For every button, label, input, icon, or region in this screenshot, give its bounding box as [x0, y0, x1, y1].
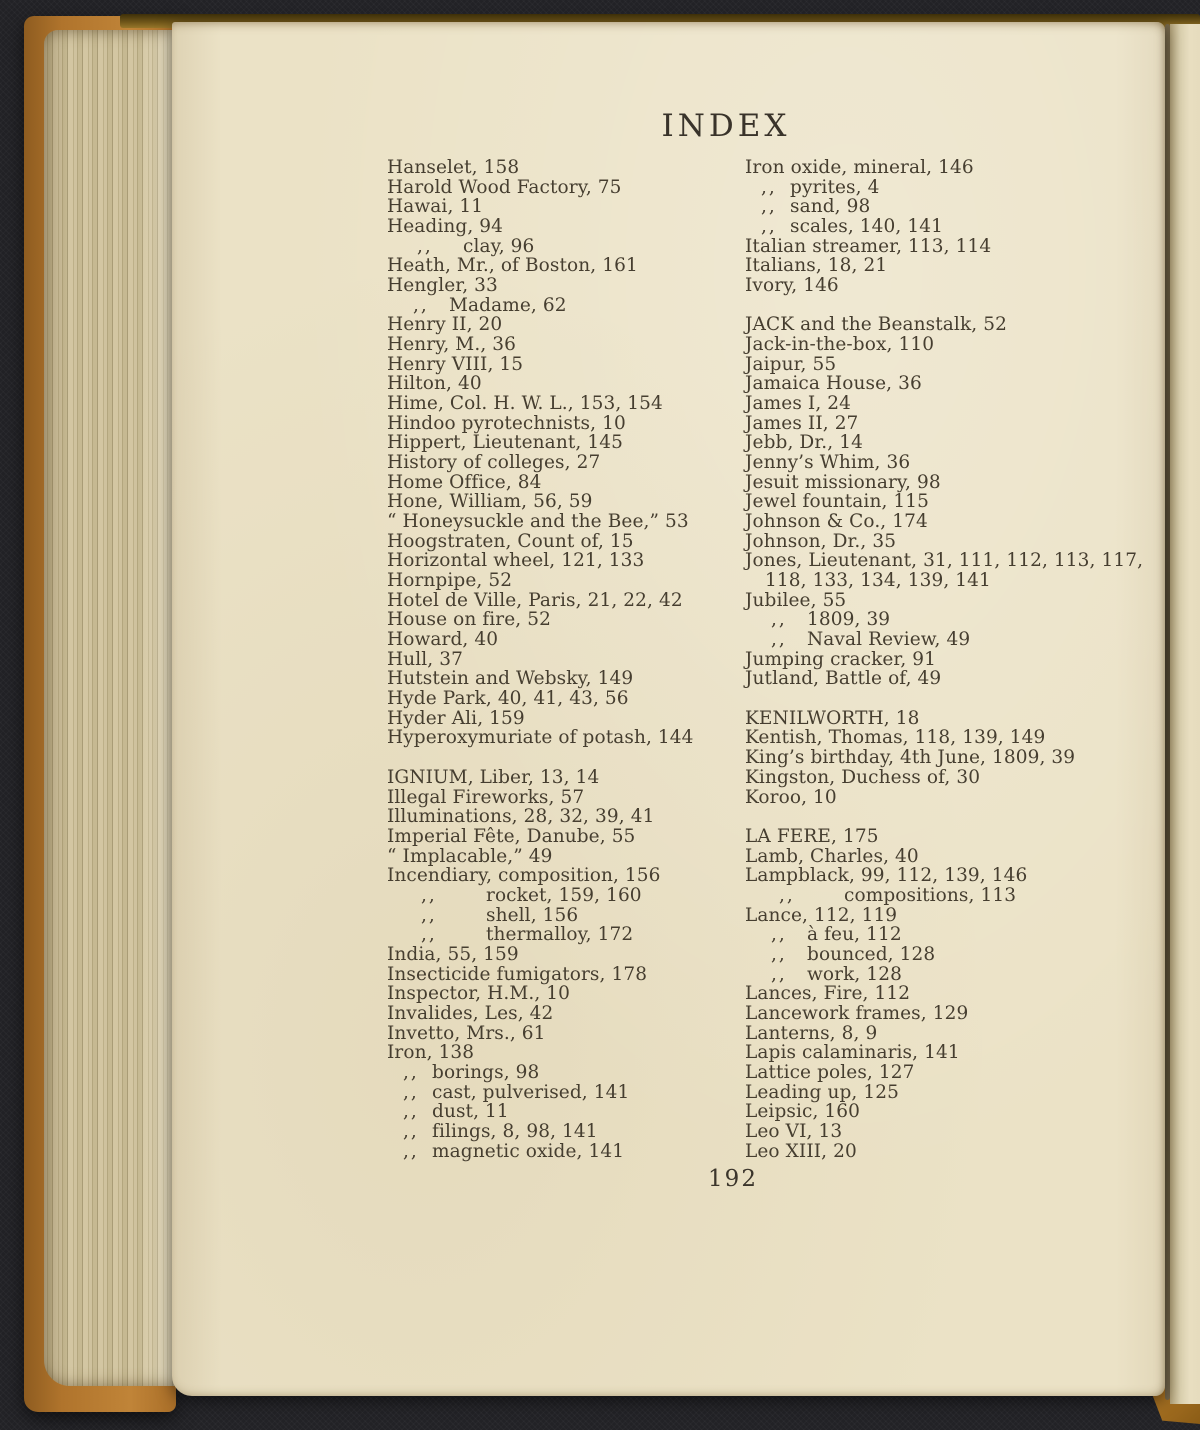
index-entry-text: Lances, Fire, 112: [745, 983, 911, 1005]
index-entry: [387, 1024, 737, 1044]
index-entry-text: Hengler, 33: [387, 275, 498, 297]
index-entry: [745, 237, 1165, 257]
index-entry: [745, 433, 1165, 453]
index-entry: [387, 296, 737, 316]
index-entry: [387, 551, 737, 571]
index-entry: [745, 1142, 1165, 1162]
index-entry-text: KENILWORTH, 18: [745, 707, 920, 729]
index-entry: [745, 610, 1165, 630]
index-entry-text: Illuminations, 28, 32, 39, 41: [387, 806, 655, 828]
index-entry: [387, 1043, 737, 1063]
book-page: [172, 22, 1165, 1396]
index-entry: [387, 433, 737, 453]
index-entry-text: borings, 98: [432, 1061, 540, 1083]
index-entry-text: dust, 11: [432, 1101, 509, 1123]
ditto-mark: ,,: [421, 904, 437, 926]
index-entry-text: Invetto, Mrs., 61: [387, 1022, 546, 1044]
index-entry: [387, 217, 737, 237]
ditto-mark: ,,: [761, 196, 777, 218]
index-entry: [745, 709, 1165, 729]
index-entry-text: Hyde Park, 40, 41, 43, 56: [387, 688, 629, 710]
index-entry: [745, 945, 1165, 965]
ditto-mark: ,,: [421, 884, 437, 906]
index-entry: [745, 335, 1165, 355]
index-entry-text: thermalloy, 172: [486, 924, 634, 946]
ditto-mark: ,,: [761, 176, 777, 198]
index-entry: [387, 355, 737, 375]
index-entry-text: Invalides, Les, 42: [387, 1002, 554, 1024]
index-entry: [387, 158, 737, 178]
ditto-mark: ,,: [413, 294, 429, 316]
index-entry-text: pyrites, 4: [790, 176, 880, 198]
index-entry-text: Hilton, 40: [387, 373, 482, 395]
index-entry: [745, 906, 1165, 926]
index-entry: [745, 551, 1165, 571]
index-entry-text: Hull, 37: [387, 648, 463, 670]
index-entry: [745, 965, 1165, 985]
index-entry-text: Koroo, 10: [745, 786, 837, 808]
index-entry-text: Madame, 62: [449, 294, 567, 316]
index-entry-text: Hotel de Ville, Paris, 21, 22, 42: [387, 589, 683, 611]
page-title: INDEX: [661, 108, 791, 144]
index-entry-text: James II, 27: [745, 412, 859, 434]
index-entry-text: House on fire, 52: [387, 609, 551, 631]
index-entry: [745, 158, 1165, 178]
index-entry: [745, 984, 1165, 1004]
index-entry-text: Lanterns, 8, 9: [745, 1022, 878, 1044]
index-entry: [387, 473, 737, 493]
index-entry: [387, 532, 737, 552]
index-entry-text: Lamb, Charles, 40: [745, 845, 919, 867]
index-entry: [745, 847, 1165, 867]
index-entry: [387, 237, 737, 257]
ditto-mark: ,,: [417, 235, 433, 257]
index-entry-text: Harold Wood Factory, 75: [387, 176, 622, 198]
index-entry-text: work, 128: [807, 963, 902, 985]
index-entry: [387, 178, 737, 198]
index-entry-text: James I, 24: [745, 393, 852, 415]
ditto-mark: ,,: [403, 1140, 419, 1162]
index-entry-text: Inspector, H.M., 10: [387, 983, 571, 1005]
ditto-mark: ,,: [771, 629, 787, 651]
index-entry: [745, 768, 1165, 788]
index-entry-text: Henry II, 20: [387, 314, 503, 336]
ditto-mark: ,,: [403, 1120, 419, 1142]
index-entry: [745, 374, 1165, 394]
ditto-mark: ,,: [403, 1101, 419, 1123]
index-entry-text: Incendiary, composition, 156: [387, 865, 661, 887]
index-entry: [745, 1083, 1165, 1103]
index-entry-text: à feu, 112: [807, 924, 902, 946]
index-entry-text: Horizontal wheel, 121, 133: [387, 550, 645, 572]
index-entry: [387, 827, 737, 847]
index-entry: [745, 748, 1165, 768]
index-column-right: [745, 158, 1165, 1161]
index-entry: [387, 866, 737, 886]
index-entry: [387, 788, 737, 808]
index-entry-text: Jenny’s Whim, 36: [745, 452, 911, 474]
index-entry: [387, 689, 737, 709]
index-entry-text: Henry, M., 36: [387, 334, 517, 356]
index-entry-text: Heath, Mr., of Boston, 161: [387, 255, 638, 277]
index-entry-text: Johnson, Dr., 35: [745, 530, 897, 552]
index-entry: [745, 394, 1165, 414]
index-entry-text: IGNIUM, Liber, 13, 14: [387, 766, 600, 788]
index-entry: [745, 1063, 1165, 1083]
index-entry: [387, 571, 737, 591]
index-entry-text: Jaipur, 55: [745, 353, 837, 375]
index-entry-text: Lapis calaminaris, 141: [745, 1042, 960, 1064]
index-entry: [387, 256, 737, 276]
ditto-mark: ,,: [403, 1061, 419, 1083]
index-entry-text: Jumping cracker, 91: [745, 648, 937, 670]
index-entry: [387, 1102, 737, 1122]
index-entry-text: Hyperoxymuriate of potash, 144: [387, 727, 694, 749]
index-entry-text: “ Honeysuckle and the Bee,” 53: [387, 511, 689, 533]
index-entry: [745, 728, 1165, 748]
index-entry-text: sand, 98: [790, 196, 871, 218]
index-entry: [745, 473, 1165, 493]
index-entry: [745, 669, 1165, 689]
index-entry: [745, 650, 1165, 670]
index-entry: [745, 1102, 1165, 1122]
ditto-mark: ,,: [403, 1081, 419, 1103]
index-gap: [745, 807, 1165, 827]
index-entry-text: Lampblack, 99, 112, 139, 146: [745, 865, 1028, 887]
index-entry-text: Hyder Ali, 159: [387, 707, 525, 729]
index-entry-text: Jebb, Dr., 14: [745, 432, 863, 454]
index-entry-text: Hanselet, 158: [387, 157, 520, 178]
index-entry: [387, 315, 737, 335]
index-entry-text: compositions, 113: [844, 884, 1017, 906]
index-entry-text: Jones, Lieutenant, 31, 111, 112, 113, 117,: [745, 550, 1144, 572]
index-entry: [745, 925, 1165, 945]
index-entry: [387, 197, 737, 217]
index-entry: [745, 256, 1165, 276]
ditto-mark: ,,: [761, 216, 777, 238]
index-entry-text: Jesuit missionary, 98: [745, 471, 941, 493]
index-entry: [745, 886, 1165, 906]
index-entry: [387, 591, 737, 611]
page-number: 192: [708, 1166, 758, 1192]
index-entry-text: Heading, 94: [387, 216, 504, 238]
index-entry-text: “ Implacable,” 49: [387, 845, 553, 867]
index-entry: [387, 709, 737, 729]
index-entry-text: King’s birthday, 4th June, 1809, 39: [745, 747, 1076, 769]
index-entry-text: History of colleges, 27: [387, 452, 601, 474]
ditto-mark: ,,: [771, 924, 787, 946]
index-entry: [745, 591, 1165, 611]
index-entry-text: Jubilee, 55: [745, 589, 847, 611]
book-fore-edge-pages: [44, 30, 178, 1386]
index-entry: [745, 827, 1165, 847]
index-entry: [745, 571, 1165, 591]
ditto-mark: ,,: [771, 963, 787, 985]
index-entry-text: Imperial Fête, Danube, 55: [387, 825, 636, 847]
index-entry: [745, 630, 1165, 650]
index-gap: [745, 296, 1165, 316]
index-entry: [387, 906, 737, 926]
index-entry: [745, 355, 1165, 375]
index-entry-text: Leo VI, 13: [745, 1120, 843, 1142]
index-entry: [745, 1024, 1165, 1044]
index-entry-text: Iron oxide, mineral, 146: [745, 157, 974, 178]
index-entry-text: India, 55, 159: [387, 943, 519, 965]
index-entry: [387, 886, 737, 906]
index-entry-text: Jamaica House, 36: [745, 373, 922, 395]
ditto-mark: ,,: [771, 609, 787, 631]
index-entry-text: cast, pulverised, 141: [432, 1081, 630, 1103]
index-entry: [387, 728, 737, 748]
index-entry: [745, 1004, 1165, 1024]
index-column-left: [387, 158, 737, 1161]
index-entry-text: Illegal Fireworks, 57: [387, 786, 585, 808]
index-entry: [745, 1122, 1165, 1142]
index-entry-text: Hutstein and Websky, 149: [387, 668, 634, 690]
index-entry: [387, 394, 737, 414]
index-entry: [387, 984, 737, 1004]
index-entry: [387, 610, 737, 630]
index-entry-text: shell, 156: [486, 904, 579, 926]
index-entry-text: Iron, 138: [387, 1042, 475, 1064]
index-entry-text: Insecticide fumigators, 178: [387, 963, 648, 985]
index-entry-text: Johnson & Co., 174: [745, 511, 928, 533]
index-entry-text: Kingston, Duchess of, 30: [745, 766, 981, 788]
index-entry-text: Jack-in-the-box, 110: [745, 334, 935, 356]
index-entry-text: Lance, 112, 119: [745, 904, 898, 926]
index-entry-text: Lattice poles, 127: [745, 1061, 915, 1083]
index-entry-text: Jewel fountain, 115: [745, 491, 930, 513]
index-entry: [387, 1142, 737, 1162]
index-entry: [387, 512, 737, 532]
index-entry: [387, 768, 737, 788]
index-entry-text: filings, 8, 98, 141: [432, 1120, 598, 1142]
index-entry: [745, 315, 1165, 335]
index-entry: [745, 532, 1165, 552]
index-entry-text: Lancework frames, 129: [745, 1002, 969, 1024]
index-entry-text: LA FERE, 175: [745, 825, 879, 847]
index-entry: [745, 492, 1165, 512]
index-entry-text: 1809, 39: [807, 609, 891, 631]
index-entry: [745, 512, 1165, 532]
index-entry-text: Hawai, 11: [387, 196, 484, 218]
index-entry: [387, 925, 737, 945]
index-gap: [387, 748, 737, 768]
index-entry: [745, 217, 1165, 237]
index-gap: [745, 689, 1165, 709]
index-entry-text: Hoogstraten, Count of, 15: [387, 530, 634, 552]
index-entry-text: Hindoo pyrotechnists, 10: [387, 412, 626, 434]
index-entry: [387, 1004, 737, 1024]
index-entry: [387, 492, 737, 512]
index-entry-text: scales, 140, 141: [790, 216, 943, 238]
index-entry: [745, 453, 1165, 473]
index-entry: [387, 630, 737, 650]
index-entry-text: rocket, 159, 160: [486, 884, 642, 906]
index-entry-text: clay, 96: [463, 235, 535, 257]
index-entry-text: Italians, 18, 21: [745, 255, 888, 277]
index-entry-text: 118, 133, 134, 139, 141: [765, 570, 991, 592]
index-entry: [745, 1043, 1165, 1063]
index-entry: [387, 669, 737, 689]
index-entry: [745, 178, 1165, 198]
index-entry-text: magnetic oxide, 141: [432, 1140, 625, 1162]
index-entry-text: Naval Review, 49: [807, 629, 971, 651]
index-entry: [745, 414, 1165, 434]
index-entry-text: Hippert, Lieutenant, 145: [387, 432, 623, 454]
page-gutter-shadow: [1165, 24, 1170, 1400]
index-entry: [387, 650, 737, 670]
index-entry-text: Leading up, 125: [745, 1081, 899, 1103]
index-entry: [387, 965, 737, 985]
ditto-mark: ,,: [779, 884, 795, 906]
ditto-mark: ,,: [421, 924, 437, 946]
adjacent-page-edge: [1170, 24, 1200, 1404]
index-entry-text: JACK and the Beanstalk, 52: [745, 314, 1007, 336]
index-entry-text: Hone, William, 56, 59: [387, 491, 593, 513]
index-entry-text: Jutland, Battle of, 49: [745, 668, 942, 690]
index-entry: [387, 335, 737, 355]
index-entry: [387, 453, 737, 473]
index-entry-text: Henry VIII, 15: [387, 353, 524, 375]
index-entry: [745, 197, 1165, 217]
index-entry: [387, 807, 737, 827]
index-entry-text: Howard, 40: [387, 629, 499, 651]
index-entry: [387, 1083, 737, 1103]
index-entry: [387, 374, 737, 394]
index-entry-text: Leipsic, 160: [745, 1101, 861, 1123]
index-entry-text: Hime, Col. H. W. L., 153, 154: [387, 393, 663, 415]
index-entry: [745, 788, 1165, 808]
index-entry-text: Leo XIII, 20: [745, 1140, 857, 1162]
index-entry-text: bounced, 128: [807, 943, 936, 965]
index-entry-text: Kentish, Thomas, 118, 139, 149: [745, 727, 1046, 749]
index-entry: [387, 276, 737, 296]
index-entry: [387, 847, 737, 867]
index-entry: [745, 866, 1165, 886]
index-entry-text: Ivory, 146: [745, 275, 839, 297]
index-entry: [387, 1122, 737, 1142]
index-entry-text: Home Office, 84: [387, 471, 542, 493]
index-entry-text: Italian streamer, 113, 114: [745, 235, 992, 257]
index-entry: [387, 414, 737, 434]
index-entry: [387, 1063, 737, 1083]
index-entry-text: Hornpipe, 52: [387, 570, 513, 592]
index-entry: [387, 945, 737, 965]
index-entry: [745, 276, 1165, 296]
ditto-mark: ,,: [771, 943, 787, 965]
